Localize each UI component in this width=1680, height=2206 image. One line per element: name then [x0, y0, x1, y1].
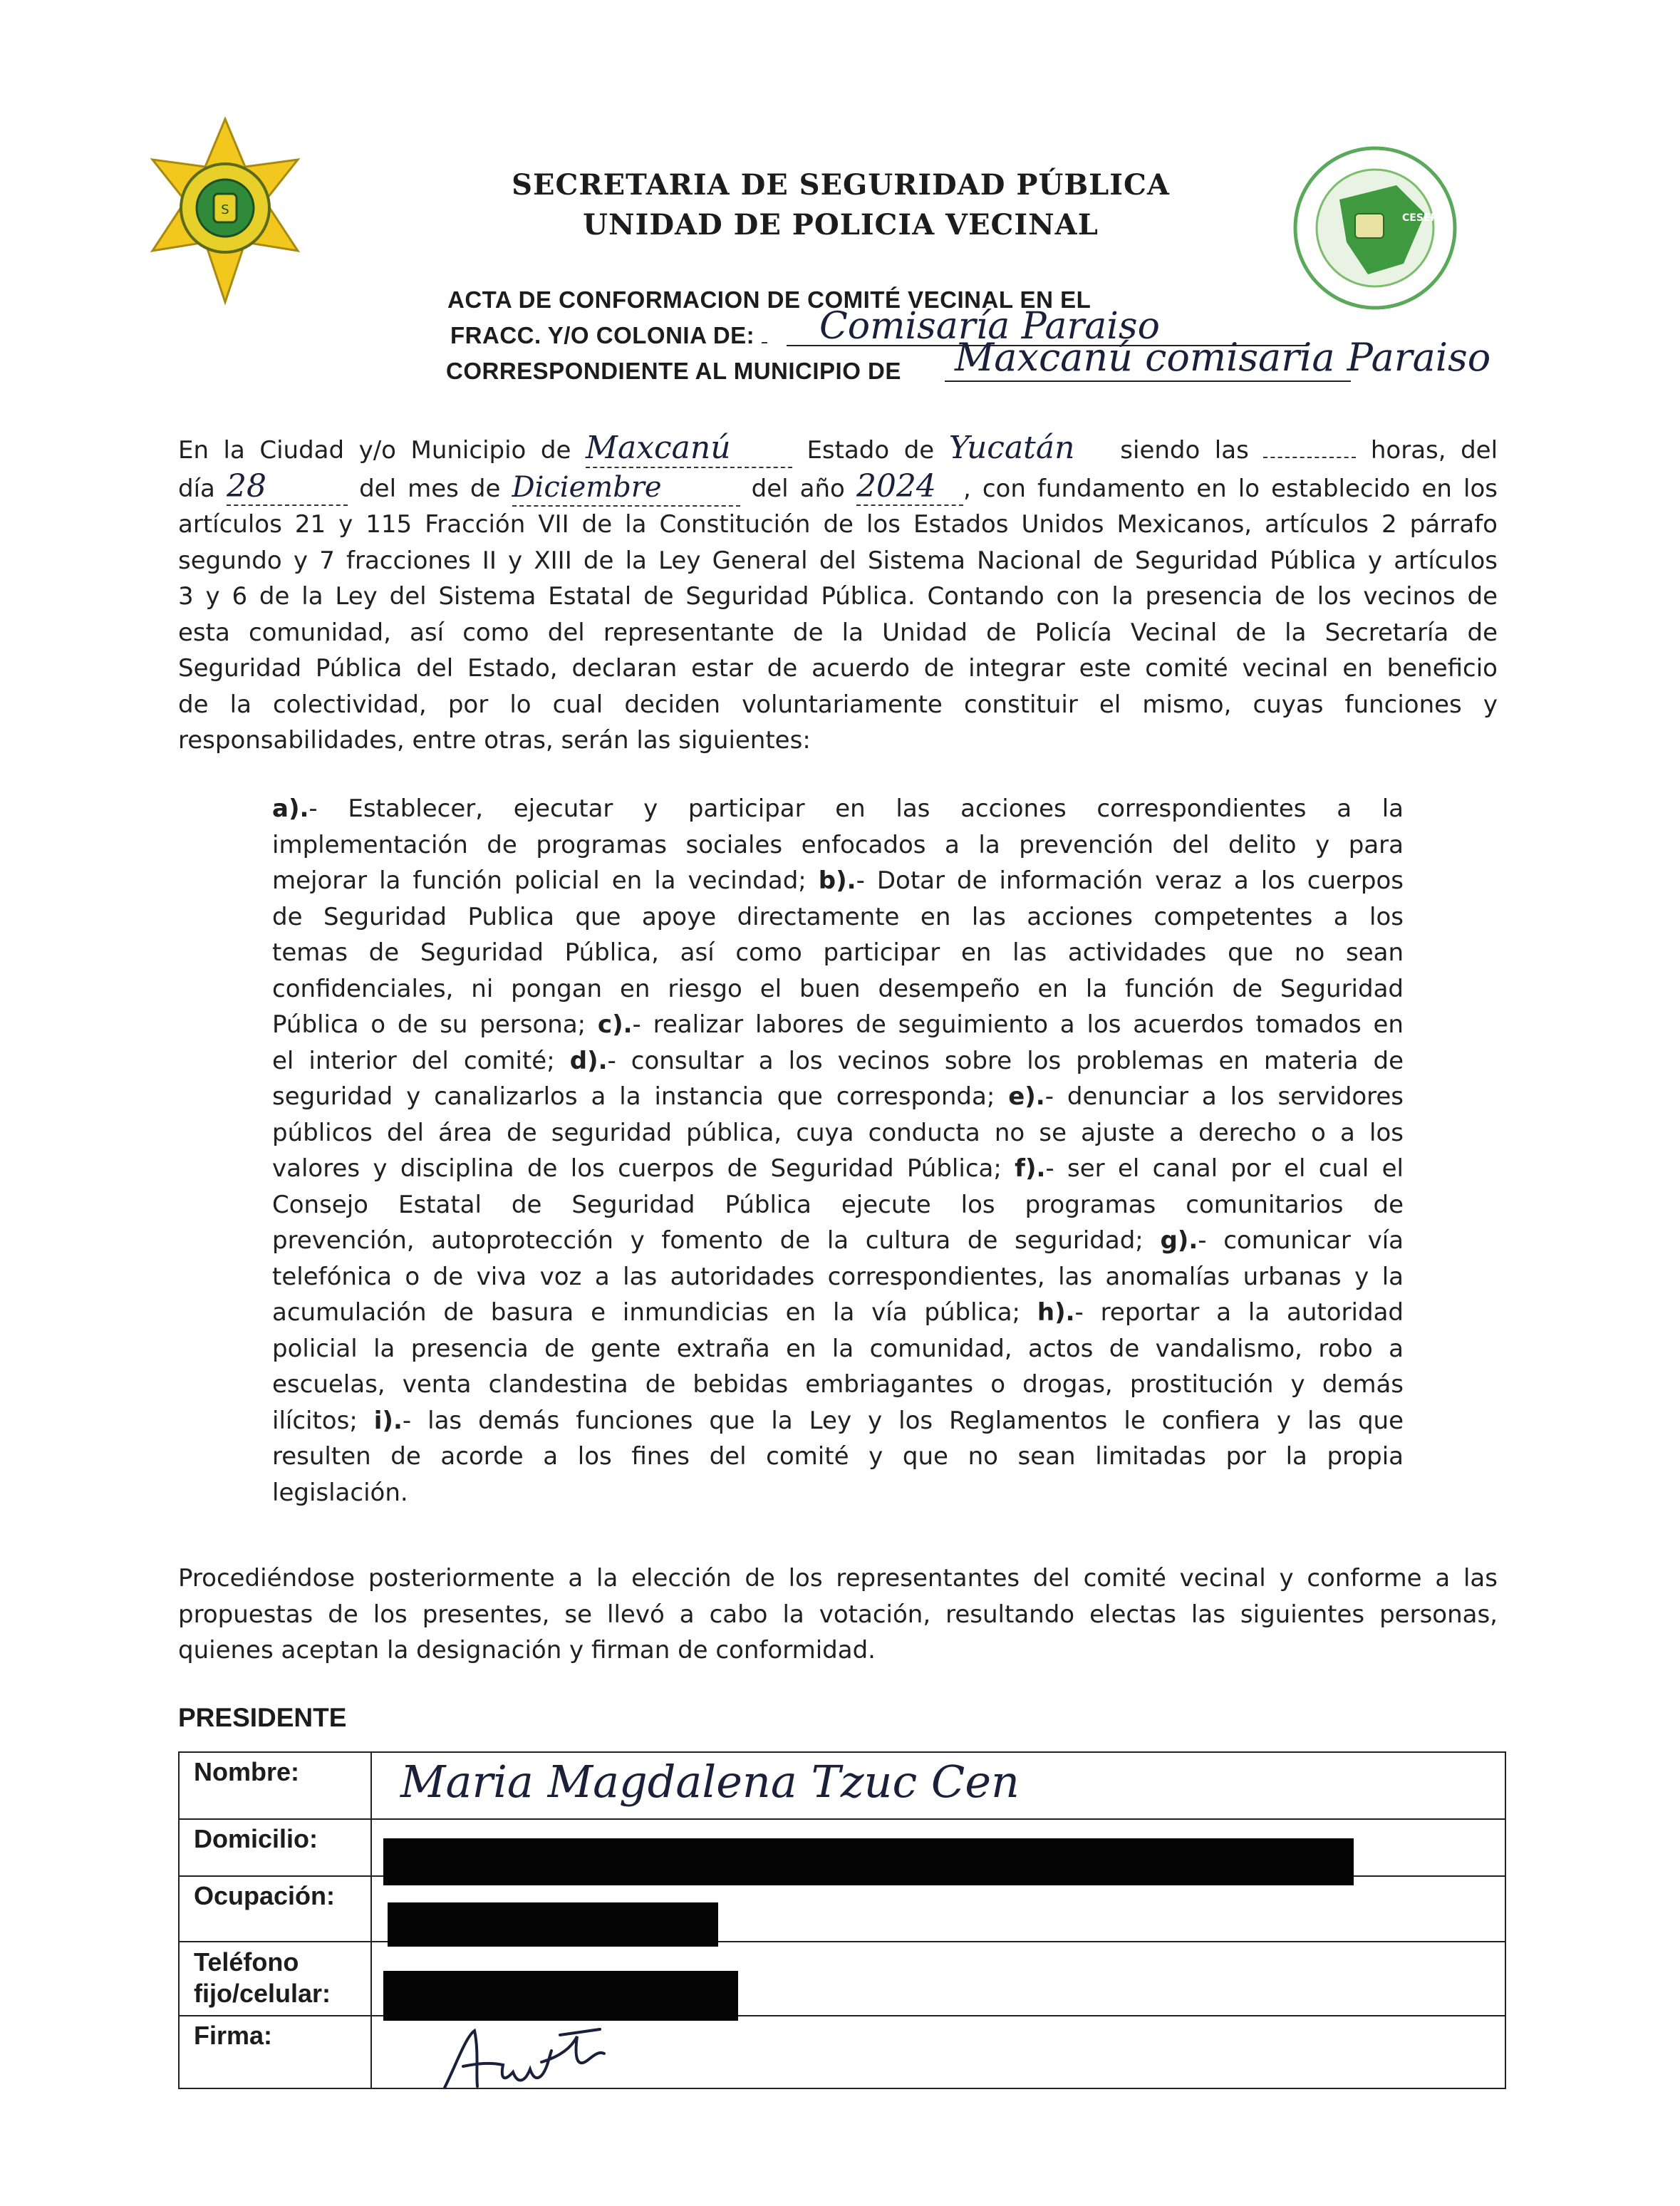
intro-line-2: día 28 del mes de Diciembre del año 2024 , con fundamento en lo establecido en los — [178, 469, 1498, 507]
function-line: el interior del comité; d).- consultar a los vecinos sobre los problemas en materia de — [272, 1046, 1404, 1075]
president-heading: PRESIDENTE — [178, 1703, 347, 1732]
function-line: Consejo Estatal de Seguridad Pública ejecute los programas comunitarios de — [272, 1190, 1404, 1219]
closing-paragraph — [178, 1560, 1498, 1669]
hours-blank — [1263, 457, 1356, 458]
month-value: Diciembre — [512, 470, 740, 507]
phone-label: Teléfono fijo/celular: — [179, 1942, 371, 2016]
occupation-row — [179, 1876, 1505, 1942]
function-line: acumulación de basura e inmundicias en la vía pública; h).- reportar a la autoridad — [272, 1298, 1404, 1327]
municipio-label: CORRESPONDIENTE AL MUNICIPIO DE — [446, 358, 901, 384]
function-line: policial la presencia de gente extraña en la comunidad, actos de vandalismo, robo a — [272, 1334, 1404, 1363]
intro-line-5: 3 y 6 de la Ley del Sistema Estatal de Seguridad Pública. Contando con la presencia de los vecinos de — [178, 582, 1498, 611]
name-row — [179, 1752, 1505, 1819]
function-line: de Seguridad Publica que apoye directamente en las acciones competentes a los — [272, 902, 1404, 931]
intro-line-7: Seguridad Pública del Estado, declaran estar de acuerdo de integrar este comité vecinal en beneficio — [178, 654, 1498, 683]
signature-row — [179, 2016, 1505, 2088]
function-line: seguridad y canalizarlos a la instancia que corresponda; e).- denunciar a los servidores — [272, 1082, 1404, 1111]
municipio-underline — [945, 380, 1351, 382]
municipio-value: Maxcanú comisaria Paraiso — [955, 335, 1491, 380]
intro-line-4: segundo y 7 fracciones II y XIII de la Ley General del Sistema Nacional de Seguridad Pública y artículos — [178, 546, 1498, 575]
intro-line-9: responsabilidades, entre otras, serán las siguientes: — [178, 726, 811, 755]
closing-line-2: propuestas de los presentes, se llevó a cabo la votación, resultando electas las siguientes personas, — [178, 1600, 1498, 1629]
functions-list — [272, 791, 1404, 1511]
function-line: implementación de programas sociales enfocados a la prevención del delito y para — [272, 830, 1404, 859]
name-label: Nombre: — [179, 1752, 371, 1819]
svg-text:CESEP: CESEP — [1402, 212, 1438, 224]
colonia-label: FRACC. Y/O COLONIA DE: — [450, 322, 767, 349]
address-redaction — [383, 1838, 1354, 1885]
president-signature — [435, 2022, 620, 2101]
police-star-seal — [140, 115, 311, 308]
president-table — [178, 1751, 1506, 2089]
occupation-redaction — [388, 1902, 718, 1947]
function-line: escuelas, venta clandestina de bebidas embriagantes o drogas, prostitución y demás — [272, 1370, 1404, 1399]
function-line: telefónica o de viva voz a las autoridades correspondientes, las anomalías urbanas y la — [272, 1262, 1404, 1291]
state-value: Yucatán — [948, 430, 1075, 466]
phone-row — [179, 1942, 1505, 2016]
name-value: Maria Magdalena Tzuc Cen — [400, 1756, 1020, 1808]
intro-line-6: esta comunidad, así como del representante de la Unidad de Policía Vecinal de la Secretaría de — [178, 618, 1498, 647]
closing-line-3: quienes aceptan la designación y firman de conformidad. — [178, 1636, 876, 1664]
intro-line-8: de la colectividad, por lo cual deciden voluntariamente constituir el mismo, cuyas funciones y — [178, 690, 1498, 719]
function-line: valores y disciplina de los cuerpos de Seguridad Pública; f).- ser el canal por el cual el — [272, 1154, 1404, 1183]
function-line: a).- Establecer, ejecutar y participar en las acciones correspondientes a la — [272, 794, 1404, 823]
colonia-value: Comisaría Paraiso — [819, 305, 1160, 348]
function-line: ilícitos; i).- las demás funciones que la Ley y los Reglamentos le confiera y las que — [272, 1406, 1404, 1435]
year-value: 2024 — [856, 469, 963, 507]
function-line: mejorar la función policial en la vecindad; b).- Dotar de información veraz a los cuerpos — [272, 866, 1404, 895]
header-subtitle: UNIDAD DE POLICIA VECINAL — [583, 208, 1099, 242]
address-label: Domicilio: — [179, 1819, 371, 1876]
intro-paragraph — [178, 430, 1498, 759]
city-value: Maxcanú — [586, 430, 792, 468]
function-line: públicos del área de seguridad pública, cuya conducta no se ajuste a derecho o a los — [272, 1118, 1404, 1147]
phone-redaction — [383, 1971, 738, 2021]
svg-text:S: S — [221, 202, 229, 217]
function-line: temas de Seguridad Pública, así como participar en las actividades que no sean — [272, 938, 1404, 967]
occupation-label: Ocupación: — [179, 1876, 371, 1942]
function-line: confidenciales, ni pongan en riesgo el buen desempeño en la función de Seguridad — [272, 974, 1404, 1003]
function-line: Pública o de su persona; c).- realizar labores de seguimiento a los acuerdos tomados en — [272, 1010, 1404, 1039]
intro-line-1: En la Ciudad y/o Municipio de Maxcanú Estado de Yucatán siendo las horas, del — [178, 430, 1498, 469]
name-cell — [371, 1752, 1505, 1819]
closing-line-1: Procediéndose posteriormente a la elección de los representantes del comité vecinal y conforme a las — [178, 1564, 1498, 1593]
intro-line-3: artículos 21 y 115 Fracción VII de la Constitución de los Estados Unidos Mexicanos, artículos 2 párrafo — [178, 510, 1498, 539]
day-value: 28 — [227, 469, 348, 507]
function-line: resulten de acorde a los fines del comité y que no sean limitadas por la propia — [272, 1442, 1404, 1471]
function-line: prevención, autoprotección y fomento de la cultura de seguridad; g).- comunicar vía — [272, 1226, 1404, 1255]
header-title: SECRETARIA DE SEGURIDAD PÚBLICA — [512, 168, 1170, 202]
form-title: ACTA DE CONFORMACION DE COMITÉ VECINAL EN EL — [447, 286, 1092, 313]
signature-label: Firma: — [179, 2016, 371, 2088]
function-line: legislación. — [272, 1478, 408, 1507]
